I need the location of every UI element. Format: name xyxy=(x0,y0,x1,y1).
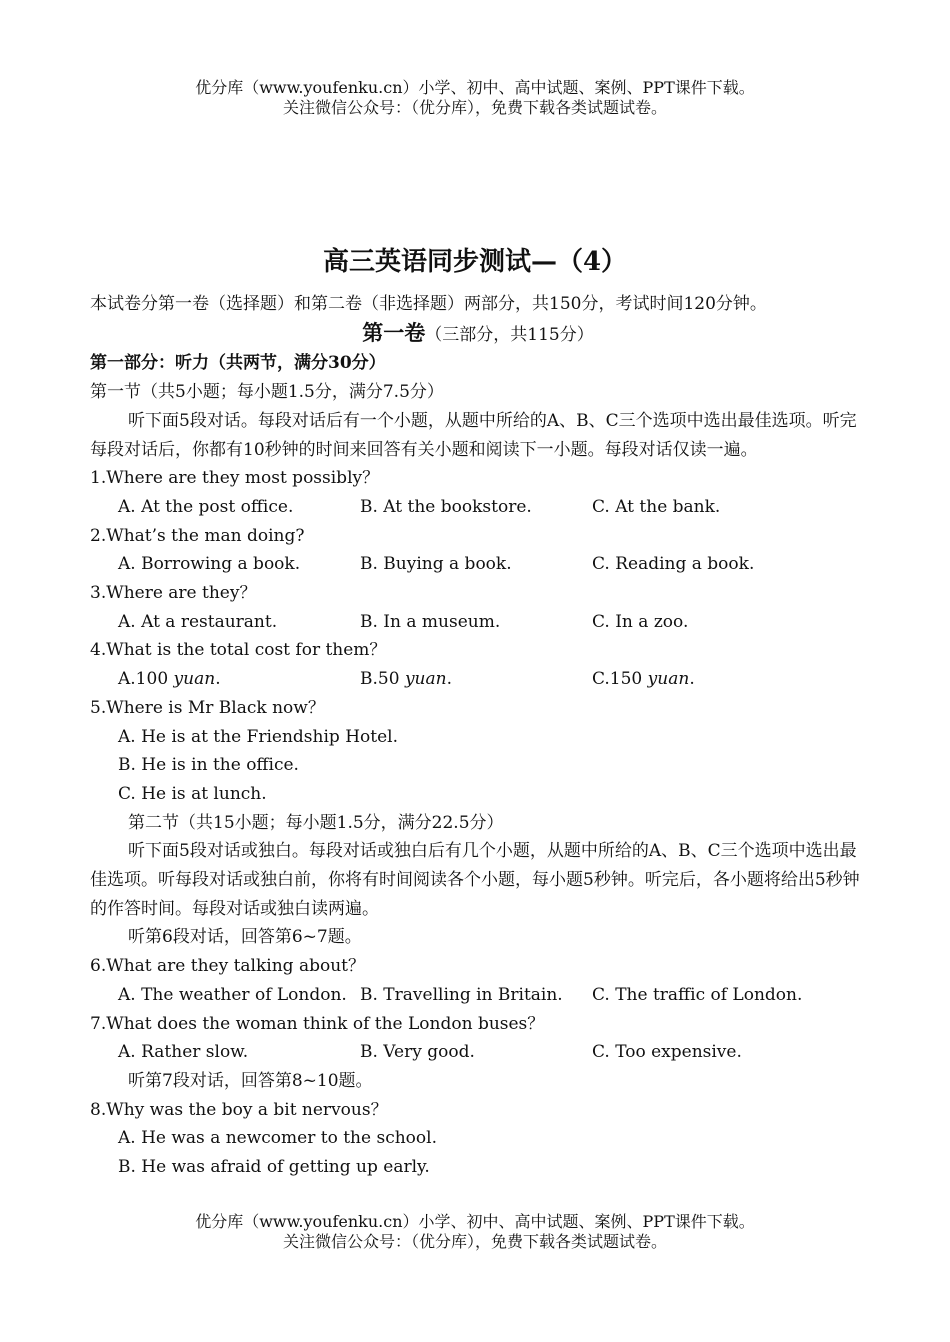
footer-line-1: 优分库（www.youfenku.cn）小学、初中、高中试题、案例、PPT课件下载。 xyxy=(195,1212,755,1231)
q3-option-b: B. In a museum. xyxy=(360,611,501,632)
volume-note: （三部分，共115分） xyxy=(425,324,594,345)
header-line-1: 优分库（www.youfenku.cn）小学、初中、高中试题、案例、PPT课件下载。 xyxy=(195,78,755,97)
q5-option-b: B. He is in the office. xyxy=(118,755,299,776)
page-header xyxy=(0,78,950,118)
q8-option-b: B. He was afraid of getting up early. xyxy=(118,1157,430,1178)
question-8: 8.Why was the boy a bit nervous？ xyxy=(90,1099,388,1120)
q2-option-b: B. Buying a book. xyxy=(360,554,512,575)
q4-option-c: C.150 yuan. xyxy=(592,669,695,690)
listen-instruction-7: 听第7段对话，回答第8~10题。 xyxy=(128,1070,373,1091)
q5-option-a: A. He is at the Friendship Hotel. xyxy=(118,726,398,747)
section1-heading: 第一节（共5小题；每小题1.5分，满分7.5分） xyxy=(90,382,444,403)
intro-text: 本试卷分第一卷（选择题）和第二卷（非选择题）两部分，共150分，考试时间120分钟。 xyxy=(90,294,767,314)
q6-option-c: C. The traffic of London. xyxy=(592,984,803,1005)
question-2: 2.What’s the man doing? xyxy=(90,525,305,546)
question-3-options xyxy=(90,608,866,637)
section2-instructions: 听下面5段对话或独白。每段对话或独白后有几个小题，从题中所给的A、B、C三个选项中选出最佳选项。听每段对话或独白前，你将有时间阅读各个小题，每小题5秒钟。听完后，各小题将给出5秒钟的作答时间。每段对话或独白读两遍。 xyxy=(90,841,860,919)
question-6-options xyxy=(90,981,866,1010)
question-2-options xyxy=(90,550,866,579)
footer-line-2: 关注微信公众号：（优分库），免费下载各类试题试卷。 xyxy=(282,1232,667,1251)
section2-heading: 第二节（共15小题；每小题1.5分，满分22.5分） xyxy=(128,812,504,833)
question-7: 7.What does the woman think of the London buses？ xyxy=(90,1013,545,1034)
q3-option-a: A. At a restaurant. xyxy=(118,611,278,632)
q4-b-unit: yuan xyxy=(404,669,447,690)
q3-option-c: C. In a zoo. xyxy=(592,611,689,632)
volume-heading xyxy=(90,319,866,350)
page-title: 高三英语同步测试—（4） xyxy=(322,247,628,277)
volume-name: 第一卷 xyxy=(362,319,426,345)
question-4-options xyxy=(90,665,866,694)
q7-option-a: A. Rather slow. xyxy=(118,1042,249,1063)
exam-content xyxy=(90,290,866,1182)
question-1: 1.Where are they most possibly？ xyxy=(90,468,380,489)
q4-option-b: B.50 yuan. xyxy=(360,669,452,690)
question-1-options xyxy=(90,493,866,522)
question-3: 3.Where are they？ xyxy=(90,583,257,604)
q4-c-unit: yuan xyxy=(647,669,690,690)
question-5: 5.Where is Mr Black now？ xyxy=(90,697,325,718)
q7-option-c: C. Too expensive. xyxy=(592,1042,742,1063)
q2-option-a: A. Borrowing a book. xyxy=(118,554,301,575)
q6-option-b: B. Travelling in Britain. xyxy=(360,984,563,1005)
part1-heading: 第一部分：听力（共两节，满分30分） xyxy=(90,353,386,374)
q1-option-a: A. At the post office. xyxy=(118,496,294,517)
section1-instructions: 听下面5段对话。每段对话后有一个小题，从题中所给的A、B、C三个选项中选出最佳选项。听完每段对话后，你都有10秒钟的时间来回答有关小题和阅读下一小题。每段对话仅读一遍。 xyxy=(90,410,857,460)
q5-option-c: C. He is at lunch. xyxy=(118,783,267,804)
q6-option-a: A. The weather of London. xyxy=(118,984,347,1005)
listen-instruction-6: 听第6段对话，回答第6~7题。 xyxy=(128,927,362,948)
q4-a-unit: yuan xyxy=(173,669,216,690)
q8-option-a: A. He was a newcomer to the school. xyxy=(118,1128,437,1149)
question-4: 4.What is the total cost for them？ xyxy=(90,640,387,661)
page-footer xyxy=(0,1212,950,1252)
q4-option-a: A.100 yuan. xyxy=(118,669,221,690)
header-line-2: 关注微信公众号：（优分库），免费下载各类试题试卷。 xyxy=(282,98,667,117)
q7-option-b: B. Very good. xyxy=(360,1042,475,1063)
q2-option-c: C. Reading a book. xyxy=(592,554,755,575)
question-6: 6.What are they talking about？ xyxy=(90,956,365,977)
q1-option-b: B. At the bookstore. xyxy=(360,496,532,517)
question-7-options xyxy=(90,1038,866,1067)
q1-option-c: C. At the bank. xyxy=(592,496,721,517)
